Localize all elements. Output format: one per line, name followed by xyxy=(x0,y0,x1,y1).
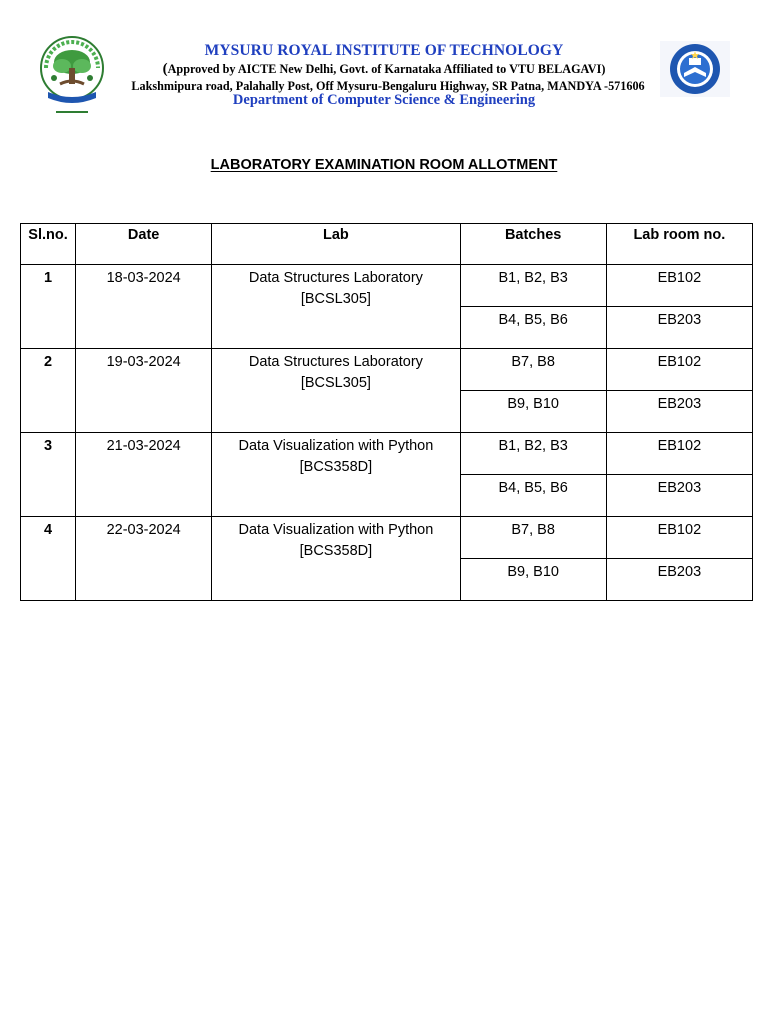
header-slno: Sl.no. xyxy=(21,224,76,265)
cell-slno: 3 xyxy=(21,433,76,517)
cell-batches: B7, B8 xyxy=(460,349,606,391)
lab-code: [BCS358D] xyxy=(299,459,373,475)
cell-lab xyxy=(212,265,460,349)
cell-room: EB203 xyxy=(606,391,752,433)
document-title-text: LABORATORY EXAMINATION ROOM ALLOTMENT xyxy=(210,157,558,173)
lab-name: Data Structures Laboratory xyxy=(248,354,423,370)
cell-batches: B9, B10 xyxy=(460,391,606,433)
cell-batches: B1, B2, B3 xyxy=(460,433,606,475)
cell-date: 22-03-2024 xyxy=(76,517,212,601)
cell-room: EB102 xyxy=(606,433,752,475)
cell-batches: B1, B2, B3 xyxy=(460,265,606,307)
header-lab: Lab xyxy=(212,224,460,265)
header-batches: Batches xyxy=(460,224,606,265)
cell-room: EB102 xyxy=(606,517,752,559)
department-name: Department of Computer Science & Engineering xyxy=(232,92,536,108)
approval-open-paren: ( xyxy=(162,61,168,77)
cell-slno: 2 xyxy=(21,349,76,433)
table-row xyxy=(21,349,753,391)
room-allotment-table xyxy=(20,223,753,601)
letterhead xyxy=(0,0,768,120)
cell-date: 19-03-2024 xyxy=(76,349,212,433)
institute-name: MYSURU ROYAL INSTITUTE OF TECHNOLOGY xyxy=(204,42,564,59)
cell-room: EB203 xyxy=(606,307,752,349)
department-logo-icon xyxy=(660,41,730,97)
institute-address: Lakshmipura road, Palahally Post, Off Mysuru-Bengaluru Highway, SR Patna, MANDYA -571606 xyxy=(131,79,645,93)
document-title xyxy=(0,157,768,173)
header-date: Date xyxy=(76,224,212,265)
cell-lab xyxy=(212,433,460,517)
table-row xyxy=(21,517,753,559)
lab-code: [BCSL305] xyxy=(300,375,371,391)
cell-batches: B4, B5, B6 xyxy=(460,307,606,349)
cell-slno: 1 xyxy=(21,265,76,349)
lab-name: Data Visualization with Python xyxy=(238,438,434,454)
table-row xyxy=(21,265,753,307)
table-row xyxy=(21,433,753,475)
cell-batches: B4, B5, B6 xyxy=(460,475,606,517)
cell-lab xyxy=(212,349,460,433)
institute-tree-logo-icon xyxy=(36,34,108,120)
cell-room: EB203 xyxy=(606,475,752,517)
header-lab-room: Lab room no. xyxy=(606,224,752,265)
approval-line xyxy=(110,61,658,78)
cell-room: EB102 xyxy=(606,349,752,391)
cell-lab xyxy=(212,517,460,601)
cell-slno: 4 xyxy=(21,517,76,601)
lab-name: Data Structures Laboratory xyxy=(248,270,423,286)
table-header-row xyxy=(21,224,753,265)
cell-date: 21-03-2024 xyxy=(76,433,212,517)
approval-text: Approved by AICTE New Delhi, Govt. of Karnataka Affiliated to VTU BELAGAVI) xyxy=(167,62,606,76)
cell-date: 18-03-2024 xyxy=(76,265,212,349)
cell-room: EB203 xyxy=(606,559,752,601)
lab-code: [BCS358D] xyxy=(299,543,373,559)
cell-room: EB102 xyxy=(606,265,752,307)
lab-code: [BCSL305] xyxy=(300,291,371,307)
cell-batches: B9, B10 xyxy=(460,559,606,601)
lab-name: Data Visualization with Python xyxy=(238,522,434,538)
cell-batches: B7, B8 xyxy=(460,517,606,559)
